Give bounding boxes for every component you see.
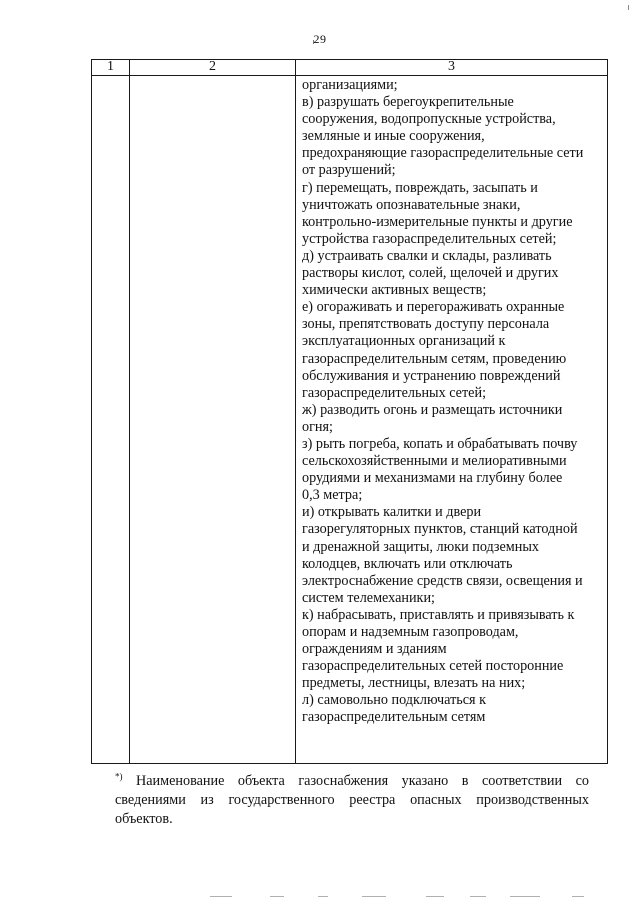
prohibition-line: газораспределительным сетям, проведению <box>302 350 567 367</box>
column-header-2: 2 <box>130 60 296 76</box>
prohibition-line: уничтожать опознавательные знаки, <box>302 196 521 213</box>
prohibition-line: обслуживания и устранению повреждений <box>302 367 561 384</box>
footnote-line-3: объектов. <box>115 811 173 827</box>
prohibition-line: ж) разводить огонь и размещать источники <box>302 401 563 418</box>
prohibition-line: к) набрасывать, приставлять и привязывать к <box>302 606 575 623</box>
footnote <box>115 772 589 829</box>
prohibition-line: предметы, лестницы, влезать на них; <box>302 675 526 692</box>
scan-mark <box>572 896 584 897</box>
table-cell-col2 <box>130 76 296 764</box>
scan-artifact-corner <box>626 4 630 10</box>
column-header-3: 3 <box>296 60 608 76</box>
scan-speck-icon <box>626 5 630 11</box>
footnote-line-1-text: Наименование объекта газоснабжения указано в соответствии со <box>136 773 589 789</box>
prohibition-line: л) самовольно подключаться к <box>302 692 487 709</box>
prohibition-line: газорегуляторных пунктов, станций катодной <box>302 521 578 538</box>
prohibition-line: орудиями и механизмами на глубину более <box>302 470 563 487</box>
prohibition-line: г) перемещать, повреждать, засыпать и <box>302 179 538 196</box>
prohibition-line: сельскохозяйственными и мелиоративными <box>302 453 567 470</box>
prohibition-line: земляные и иные сооружения, <box>302 128 485 145</box>
prohibition-line: в) разрушать берегоукрепительные <box>302 94 514 111</box>
scan-bottom-marks <box>200 896 620 899</box>
prohibition-line: колодцев, включать или отключать <box>302 555 513 572</box>
prohibition-line: и) открывать калитки и двери <box>302 504 482 521</box>
prohibition-line: предохраняющие газораспределительные сети <box>302 145 584 162</box>
prohibitions-list <box>296 76 607 729</box>
table-row <box>92 76 608 764</box>
scan-mark <box>210 896 232 897</box>
prohibition-line: организациями; <box>302 77 398 93</box>
table-cell-col3 <box>296 76 608 764</box>
footnote-line-1 <box>115 772 589 791</box>
prohibition-line: газораспределительных сетей посторонние <box>302 658 564 675</box>
prohibition-line: эксплуатационных организаций к <box>302 333 506 350</box>
prohibition-line: растворы кислот, солей, щелочей и других <box>302 265 559 282</box>
prohibition-line: е) огораживать и перегораживать охранные <box>302 299 565 316</box>
prohibition-line: устройства газораспределительных сетей; <box>302 230 557 247</box>
scan-mark <box>510 896 540 897</box>
prohibition-line: систем телемеханики; <box>302 589 435 606</box>
page-number: 29 <box>313 32 327 46</box>
prohibition-line: от разрушений; <box>302 162 396 179</box>
scan-mark <box>470 896 486 897</box>
prohibition-line: 0,3 метра; <box>302 487 363 504</box>
scan-mark <box>318 896 328 897</box>
prohibition-line: контрольно-измерительные пункты и другие <box>302 213 573 230</box>
prohibition-line: и дренажной защиты, люки подземных <box>302 538 539 555</box>
prohibition-line: огня; <box>302 418 333 435</box>
scan-mark <box>362 896 386 897</box>
prohibition-line: химически активных веществ; <box>302 282 487 299</box>
scan-mark <box>270 896 284 897</box>
scan-speck-icon <box>312 40 315 45</box>
prohibition-line: опорам и надземным газопроводам, <box>302 624 519 640</box>
prohibition-line: электроснабжение средств связи, освещения и <box>302 572 583 589</box>
footnote-marker: *) <box>115 771 123 782</box>
prohibition-line: газораспределительных сетей; <box>302 384 487 401</box>
prohibition-line: сооружения, водопропускные устройства, <box>302 111 556 128</box>
scan-artifact-mark <box>312 38 315 43</box>
table-header-row <box>92 60 608 76</box>
scan-mark <box>426 896 444 897</box>
prohibitions-table <box>91 59 608 764</box>
footnote-line-2: сведениями из государственного реестра опасных производственных <box>115 792 589 808</box>
prohibition-line: зоны, препятствовать доступу персонала <box>302 316 550 333</box>
prohibition-line: газораспределительным сетям <box>302 709 486 726</box>
column-header-1: 1 <box>92 60 130 76</box>
table-cell-col1 <box>92 76 130 764</box>
prohibition-line: д) устраивать свалки и склады, разливать <box>302 247 552 264</box>
prohibition-line: ограждениям и зданиям <box>302 641 447 658</box>
prohibition-line: з) рыть погреба, копать и обрабатывать почву <box>302 435 578 452</box>
